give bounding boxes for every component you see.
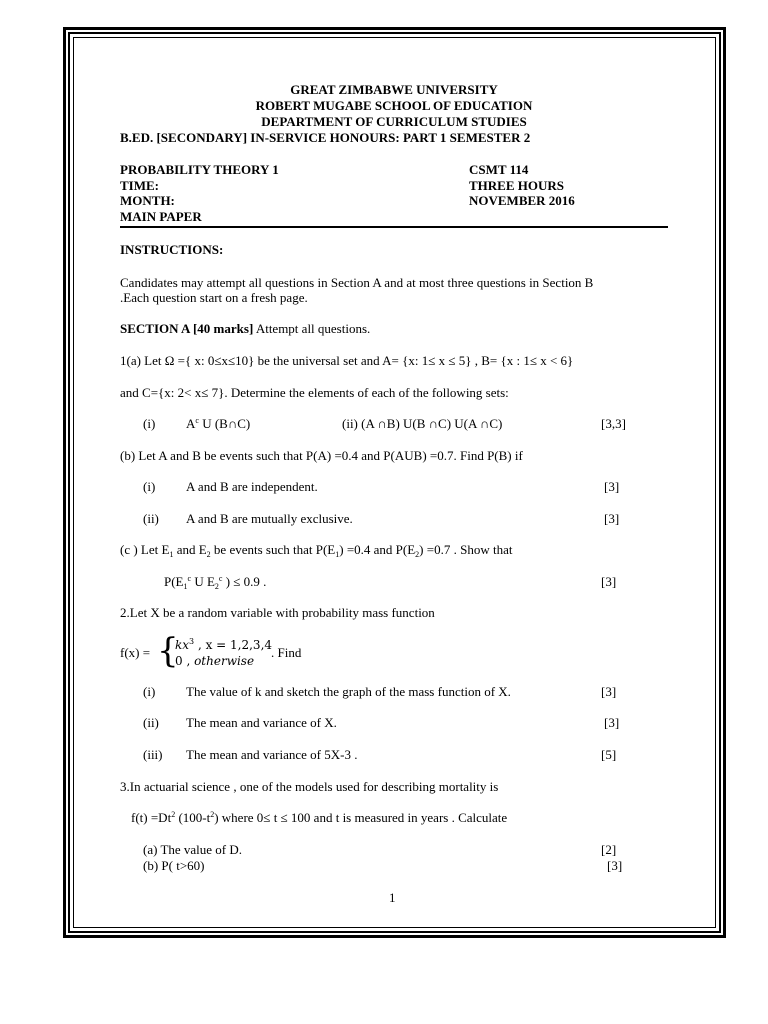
q1c-text-2: and E — [173, 542, 207, 557]
q3-a-marks: [2] — [601, 842, 617, 857]
ineq-text-1: P(E — [164, 574, 184, 589]
q1b-i-text: A and B are independent. — [186, 479, 318, 494]
complement-sup: c — [195, 416, 199, 425]
q1a-marks: [3,3] — [601, 416, 626, 431]
paper-type: MAIN PAPER — [120, 209, 202, 224]
q1b-ii-label: (ii) — [143, 511, 159, 526]
q1c-inequality — [164, 574, 266, 590]
q3-sup-1: 2 — [171, 810, 176, 819]
case1-rest: , x = 1,2,3,4 — [194, 638, 273, 652]
q2-iii-label: (iii) — [143, 747, 163, 762]
instructions-line-1: Candidates may attempt all questions in Section A and at most three questions in Section B — [120, 275, 594, 290]
ineq-text-2: U E — [191, 574, 215, 589]
q1b-i-marks: [3] — [604, 479, 620, 494]
q2-ii-text: The mean and variance of X. — [186, 715, 337, 730]
q1c-text-4: ) =0.4 and P(E — [339, 542, 416, 557]
department-name: DEPARTMENT OF CURRICULUM STUDIES — [261, 114, 527, 129]
header-divider — [120, 226, 668, 228]
sub-3: 1 — [335, 550, 340, 559]
time-label: TIME: — [120, 178, 159, 193]
q3-b-text: (b) P( t>60) — [143, 858, 205, 873]
instructions-line-2: .Each question start on a fresh page. — [120, 290, 308, 305]
q1a-i-rest: U (B∩C) — [198, 416, 251, 431]
case2-zero: 0 , — [175, 654, 195, 668]
ineq-text-3: ) ≤ 0.9 . — [222, 574, 267, 589]
university-name: GREAT ZIMBABWE UNIVERSITY — [290, 82, 498, 97]
q2-case-1 — [175, 637, 272, 653]
q2-i-marks: [3] — [601, 684, 617, 699]
sub-4: 2 — [415, 550, 420, 559]
q2-find: . Find — [271, 645, 302, 660]
q2-ii-label: (ii) — [143, 715, 159, 730]
q1b-ii-marks: [3] — [604, 511, 620, 526]
programme-title: B.ED. [SECONDARY] IN-SERVICE HONOURS: PART 1 SEMESTER 2 — [120, 130, 531, 145]
q1a-i-set: A — [186, 416, 196, 431]
piecewise-brace: { — [157, 631, 179, 671]
q3-function — [131, 810, 507, 826]
ineq-sup-1: c — [187, 574, 192, 583]
q1c-text-3: be events such that P(E — [210, 542, 336, 557]
course-title: PROBABILITY THEORY 1 — [120, 162, 279, 177]
section-a-note: Attempt all questions. — [253, 321, 371, 336]
case2-word: otherwise — [194, 654, 255, 668]
time-value: THREE HOURS — [469, 178, 564, 193]
q2-i-text: The value of k and sketch the graph of the mass function of X. — [186, 684, 511, 699]
ineq-sub-1: 1 — [183, 582, 188, 591]
q2-ii-marks: [3] — [604, 715, 620, 730]
q2-case-2 — [175, 653, 254, 669]
page-number: 1 — [389, 890, 396, 905]
q3-text-1: f(t) =Dt — [131, 810, 172, 825]
q1c-marks: [3] — [601, 574, 617, 589]
q1c-line — [120, 542, 512, 558]
q1b-ii-text: A and B are mutually exclusive. — [186, 511, 353, 526]
q1a-i-expr — [186, 416, 250, 432]
q1a-line-2: and C={x: 2< x≤ 7}. Determine the elements of each of the following sets: — [120, 385, 509, 400]
q3-text-3: ) where 0≤ t ≤ 100 and t is measured in years . Calculate — [214, 810, 508, 825]
sub-2: 2 — [206, 550, 211, 559]
q1a-i-label: (i) — [143, 416, 156, 431]
month-label: MONTH: — [120, 193, 175, 208]
q3-intro: 3.In actuarial science , one of the models used for describing mortality is — [120, 779, 499, 794]
case1-k: kx — [175, 638, 190, 652]
instructions-heading: INSTRUCTIONS: — [120, 242, 224, 257]
q1b-i-label: (i) — [143, 479, 156, 494]
q2-iii-text: The mean and variance of 5X-3 . — [186, 747, 358, 762]
q1a-ii-expr: (ii) (A ∩B) U(B ∩C) U(A ∩C) — [342, 416, 503, 431]
ineq-sup-2: c — [218, 574, 223, 583]
month-value: NOVEMBER 2016 — [469, 193, 575, 208]
q3-b-marks: [3] — [607, 858, 623, 873]
q3-sup-2: 2 — [210, 810, 215, 819]
q2-fx: f(x) = — [120, 645, 151, 660]
q3-text-2: (100-t — [175, 810, 211, 825]
q3-a-text: (a) The value of D. — [143, 842, 243, 857]
sub-1: 1 — [169, 550, 174, 559]
ineq-sub-2: 2 — [214, 582, 219, 591]
section-a-heading: SECTION A [40 marks] — [120, 321, 254, 336]
q1c-text-1: (c ) Let E — [120, 542, 170, 557]
school-name: ROBERT MUGABE SCHOOL OF EDUCATION — [255, 98, 533, 113]
course-code: CSMT 114 — [469, 162, 529, 177]
q2-i-label: (i) — [143, 684, 156, 699]
case1-exp: 3 — [189, 637, 195, 646]
q1c-text-5: ) =0.7 . Show that — [419, 542, 513, 557]
q1b-line: (b) Let A and B be events such that P(A) =0.4 and P(AUB) =0.7. Find P(B) if — [120, 448, 523, 463]
q1a-line-1: 1(a) Let Ω ={ x: 0≤x≤10} be the universal set and A= {x: 1≤ x ≤ 5} , B= {x : 1≤ x < 6} — [120, 353, 574, 368]
q2-iii-marks: [5] — [601, 747, 617, 762]
q2-intro: 2.Let X be a random variable with probability mass function — [120, 605, 435, 620]
section-a-line — [120, 321, 370, 337]
